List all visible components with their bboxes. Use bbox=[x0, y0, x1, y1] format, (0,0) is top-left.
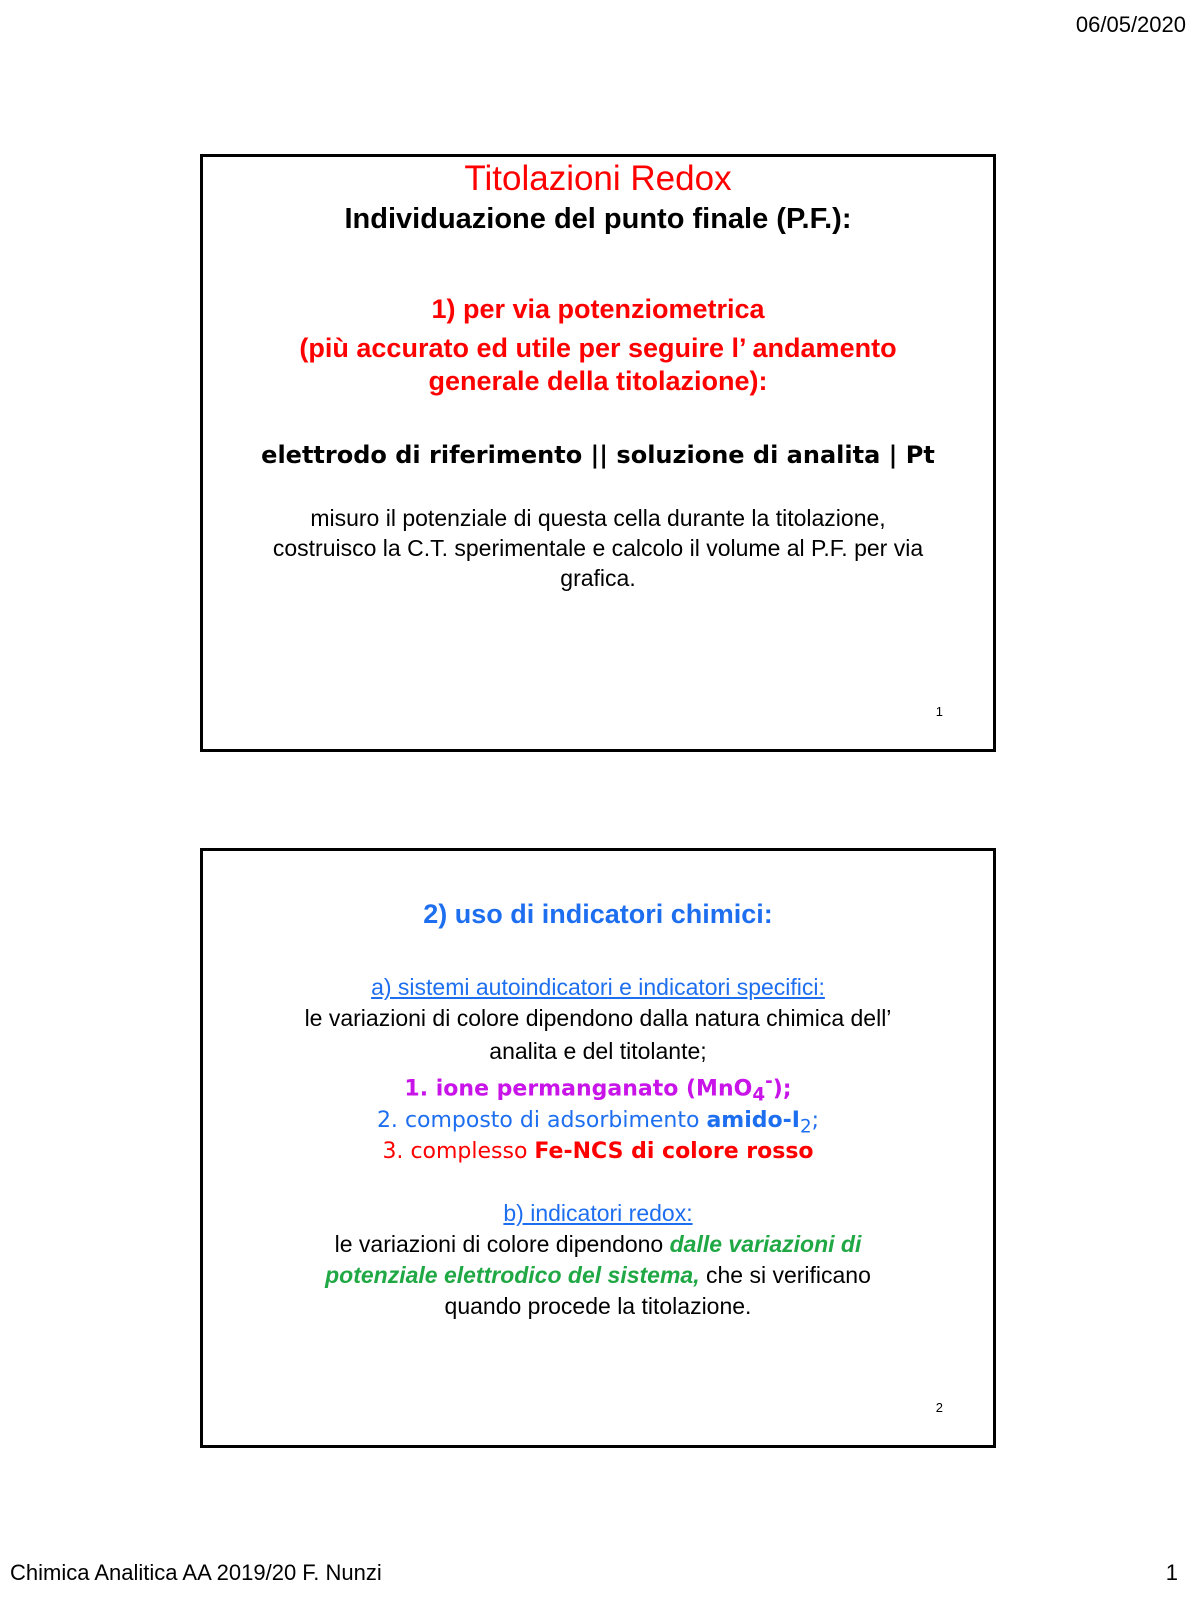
slide1-title: Titolazioni Redox bbox=[464, 159, 732, 198]
section-a-text-line1: le variazioni di colore dipendono dalla natura chimica dell’ bbox=[304, 1005, 892, 1031]
description-line2: costruisco la C.T. sperimentale e calcolo il volume al P.F. per via bbox=[272, 535, 924, 561]
green-emphasis: dalle variazioni di bbox=[669, 1231, 862, 1258]
indicator-item-2 bbox=[203, 1108, 993, 1137]
item-number: 3. bbox=[382, 1139, 404, 1165]
indicator-item-1 bbox=[203, 1071, 993, 1106]
cell-notation: elettrodo di riferimento || soluzione di analita | Pt bbox=[261, 441, 935, 469]
green-emphasis: potenziale elettrodico del sistema, bbox=[325, 1262, 700, 1289]
text: le variazioni di colore dipendono bbox=[334, 1231, 664, 1258]
item-text: composto di adsorbimento bbox=[404, 1107, 700, 1133]
section-b-text-line2 bbox=[203, 1262, 993, 1289]
subscript: 4 bbox=[752, 1084, 766, 1106]
method1-note-line1: (più accurato ed utile per seguire l’ andamento bbox=[299, 333, 897, 363]
slide1-subtitle: Individuazione del punto finale (P.F.): bbox=[344, 203, 852, 235]
footer-page-number: 1 bbox=[1165, 1560, 1178, 1585]
slide-number: 1 bbox=[935, 704, 943, 719]
section-a-text-line2: analita e del titolante; bbox=[489, 1038, 707, 1064]
slide-2 bbox=[200, 848, 996, 1448]
description-line3: grafica. bbox=[560, 565, 636, 591]
slide-number: 2 bbox=[935, 1400, 943, 1415]
superscript: - bbox=[765, 1071, 773, 1092]
item-bold: amido-I bbox=[706, 1107, 800, 1133]
footer-course: Chimica Analitica AA 2019/20 F. Nunzi bbox=[10, 1560, 382, 1585]
item-text: ione permanganato (MnO bbox=[435, 1076, 753, 1102]
section-b-heading: b) indicatori redox: bbox=[503, 1200, 693, 1227]
slide2-title: 2) uso di indicatori chimici: bbox=[423, 899, 773, 929]
subscript: 2 bbox=[799, 1116, 812, 1138]
item-text: complesso bbox=[410, 1139, 528, 1165]
description-line1: misuro il potenziale di questa cella durante la titolazione, bbox=[310, 505, 886, 531]
section-b-text-line3: quando procede la titolazione. bbox=[444, 1293, 752, 1320]
page-date: 06/05/2020 bbox=[1075, 12, 1186, 37]
item-bold: Fe-NCS di colore rosso bbox=[534, 1139, 814, 1165]
item-number: 1. bbox=[404, 1076, 429, 1102]
item-number: 2. bbox=[376, 1107, 398, 1133]
text: che si verificano bbox=[705, 1262, 871, 1289]
indicator-item-3 bbox=[203, 1139, 993, 1164]
method1-heading: 1) per via potenziometrica bbox=[431, 294, 765, 324]
item-end: ; bbox=[811, 1107, 820, 1133]
item-end: ); bbox=[772, 1076, 792, 1102]
section-a-heading: a) sistemi autoindicatori e indicatori specifici: bbox=[371, 974, 825, 1000]
slide-1 bbox=[200, 154, 996, 752]
section-b-text-line1 bbox=[203, 1231, 993, 1258]
method1-note-line2: generale della titolazione): bbox=[428, 366, 768, 396]
